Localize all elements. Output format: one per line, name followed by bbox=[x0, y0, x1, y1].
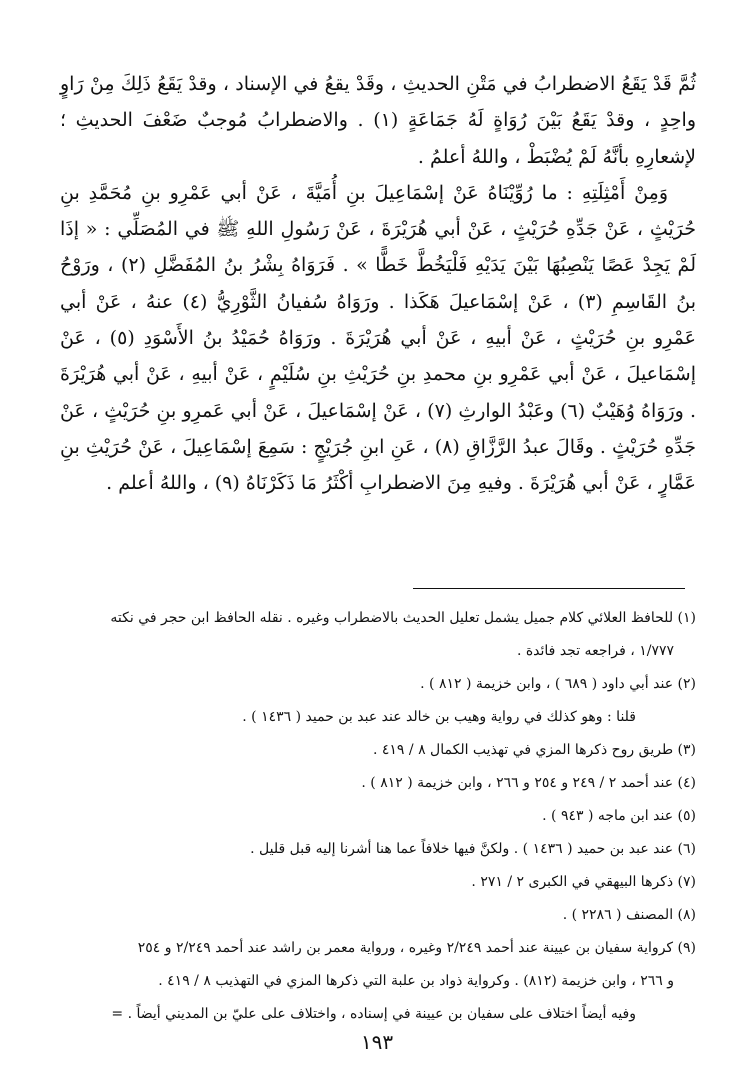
footnote-9: (٩) كرواية سفيان بن عيينة عند أحمد ٢/٢٤٩ وغيره ، ورواية معمر بن راشد عند أحمد ٢/٢٤٩ و ٢٥٤ bbox=[137, 940, 696, 956]
footnote-4: (٤) عند أحمد ٢ / ٢٤٩ و ٢٥٤ و ٢٦٦ ، وابن خزيمة ( ٨١٢ ) . bbox=[361, 775, 696, 791]
footnote-5: (٥) عند ابن ماجه ( ٩٤٣ ) . bbox=[542, 808, 696, 824]
footnote-2-comment: قلنا : وهو كذلك في رواية وهيب بن خالد عند عبد بن حميد ( ١٤٣٦ ) . bbox=[242, 709, 636, 725]
footnotes bbox=[60, 602, 696, 1031]
footnote-1-continuation: ١/٧٧٧ ، فراجعه تجد فائدة . bbox=[516, 643, 674, 659]
footnote-divider bbox=[413, 588, 685, 589]
footnote-9-continuation: و ٢٦٦ ، وابن خزيمة (٨١٢) . وكرواية ذواد بن علبة التي ذكرها المزي في التهذيب ٨ / ٤١٩ . bbox=[158, 973, 674, 989]
footnote-1: (١) للحافظ العلائي كلام جميل يشمل تعليل الحديث بالاضطراب وغيره . نقله الحافظ ابن حجر في نكته bbox=[110, 610, 696, 626]
footnote-2: (٢) عند أبي داود ( ٦٨٩ ) ، وابن خزيمة ( ٨١٢ ) . bbox=[420, 676, 696, 692]
paragraph-1: ثُمَّ قَدْ يَقَعُ الاضطرابُ في مَتْنِ الحديثِ ، وقَدْ يقعُ في الإسناد ، وقدْ يَقَعُ ذَلِكَ مِنْ رَاوٍ واحِدٍ ، وقدْ يَقَعُ بَيْنَ رُوَاةٍ لَهُ جَمَاعَةٍ (١) . والاضطرابُ مُوجبٌ ضَعْفَ الحديثِ ؛ لإشعارِهِ بأنَّهُ لَمْ يُضْبَطْ ، واللهُ أعلمُ . bbox=[60, 73, 696, 168]
footnote-9-comment: وفيه أيضاً اختلاف على سفيان بن عيينة في إسناده ، واختلاف على عليّ بن المديني أيضاً . = bbox=[111, 1006, 636, 1022]
page-number: ١٩٣ bbox=[360, 1030, 394, 1054]
main-text bbox=[60, 66, 696, 502]
footnote-8: (٨) المصنف ( ٢٢٨٦ ) . bbox=[562, 907, 696, 923]
paragraph-2: وَمِنْ أَمْثِلَتِهِ : ما رُوِّيْنَاهُ عَنْ إسْمَاعِيلَ بنِ أُمَيَّةَ ، عَنْ أبي عَمْرِو بنِ مُحَمَّدِ بنِ حُرَيْثٍ ، عَنْ جَدِّهِ حُرَيْثٍ ، عَنْ أبي هُرَيْرَةَ ، عَنْ رَسُولِ اللهِ ﷺ في المُصَلِّي : « إذَا لَمْ يَجِدْ عَصًا يَنْصِبُهَا بَيْنَ يَدَيْهِ فَلْيَخُطَّ خَطًّا » . فَرَوَاهُ بِشْرُ بنُ المُفَضَّلِ (٢) ، ورَوْحُ بنُ القَاسِمِ (٣) ، عَنْ إسْمَاعيلَ هَكَذا . ورَوَاهُ سُفيانُ الثَّوْرِيُّ (٤) عنهُ ، عَنْ أبي عَمْرِو بنِ حُرَيْثٍ ، عَنْ أبيهِ ، عَنْ أبي هُرَيْرَةَ . ورَوَاهُ حُمَيْدُ بنُ الأَسْوَدِ (٥) ، عَنْ إسْمَاعيلَ ، عَنْ أبي عَمْرِو بنِ محمدِ بنِ حُرَيْثِ بنِ سُلَيْمٍ ، عَنْ أبيهِ ، عَنْ أبي هُرَيْرَةَ . ورَوَاهُ وُهَيْبٌ (٦) وعَبْدُ الوارثِ (٧) ، عَنْ إسْمَاعيلَ ، عَنْ أبي عَمرِو بنِ حُرَيْثٍ ، عَنْ جَدِّهِ حُرَيْثٍ . وقَالَ عبدُ الرَّزَّاقِ (٨) ، عَنِ ابنِ جُرَيْجٍ : سَمِعَ إسْمَاعِيلَ ، عَنْ حُرَيْثِ بنِ عَمَّارٍ ، عَنْ أبي هُرَيْرَةَ . وفيهِ مِنَ الاضطرابِ أكْثَرُ مَا ذَكَرْنَاهُ (٩) ، واللهُ أعلم . bbox=[60, 181, 697, 495]
footnote-7: (٧) ذكرها البيهقي في الكبرى ٢ / ٢٧١ . bbox=[471, 874, 696, 890]
footnote-6: (٦) عند عبد بن حميد ( ١٤٣٦ ) . ولكنَّ فيها خلافاً عما هنا أشرنا إليه قبل قليل . bbox=[250, 841, 696, 857]
footnote-3: (٣) طريق روح ذكرها المزي في تهذيب الكمال ٨ / ٤١٩ . bbox=[372, 742, 696, 758]
